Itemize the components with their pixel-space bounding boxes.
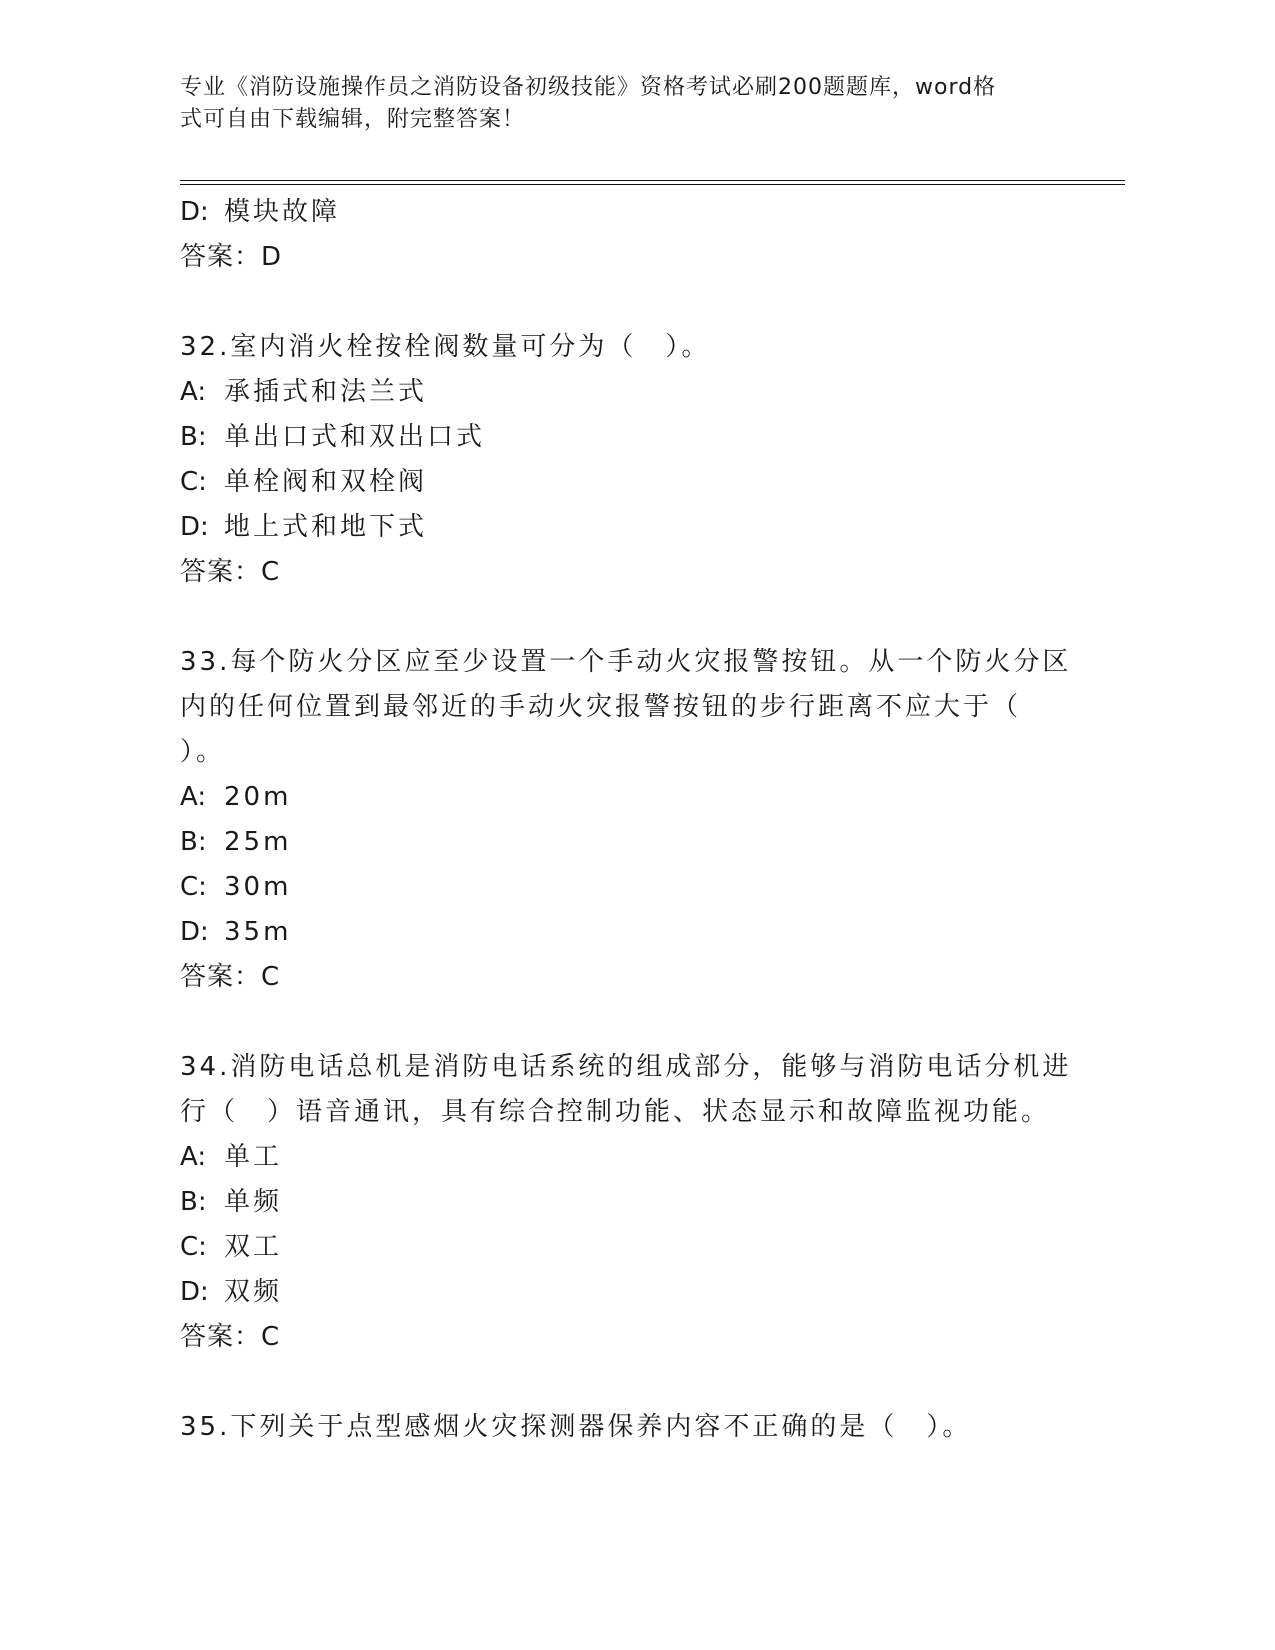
question-text-line-1: 33.每个防火分区应至少设置一个手动火灾报警按钮。从一个防火分区 — [180, 647, 1072, 677]
option-c — [180, 460, 1080, 505]
question-text-line-3: ）。 — [180, 737, 226, 767]
option-b — [180, 820, 1080, 865]
option-c — [180, 1225, 1080, 1270]
option-text: 单工 — [224, 1142, 283, 1172]
option-b — [180, 1180, 1080, 1225]
question-text-line-2: 行（ ）语音通讯，具有综合控制功能、状态显示和故障监视功能。 — [180, 1097, 1051, 1127]
answer-line: 答案：C — [180, 1322, 281, 1352]
option-letter: B: — [180, 827, 207, 857]
option-a — [180, 370, 1080, 415]
option-text: 地上式和地下式 — [224, 512, 428, 542]
option-letter: B: — [180, 1187, 207, 1217]
option-letter: D: — [180, 1277, 209, 1307]
header-divider-bottom — [180, 184, 1125, 185]
question-text-line-1: 34.消防电话总机是消防电话系统的组成部分，能够与消防电话分机进 — [180, 1052, 1072, 1082]
question-32 — [180, 325, 1080, 595]
option-text: 单频 — [224, 1187, 283, 1217]
option-letter: A: — [180, 377, 207, 407]
option-letter: D: — [180, 197, 209, 227]
question-text-line-2: 内的任何位置到最邻近的手动火灾报警按钮的步行距离不应大于（ — [180, 692, 1022, 722]
option-text: 25m — [224, 827, 292, 857]
answer-line: 答案：D — [180, 242, 283, 272]
option-d — [180, 1270, 1080, 1315]
option-text: 单栓阀和双栓阀 — [224, 467, 428, 497]
header-title-line-2: 式可自由下载编辑，附完整答案！ — [180, 107, 526, 132]
option-d — [180, 190, 1080, 235]
option-d — [180, 910, 1080, 955]
answer-line: 答案：C — [180, 962, 281, 992]
option-c — [180, 865, 1080, 910]
question-text: 32.室内消火栓按栓阀数量可分为（ ）。 — [180, 332, 711, 362]
option-text: 承插式和法兰式 — [224, 377, 428, 407]
question-text: 35.下列关于点型感烟火灾探测器保养内容不正确的是（ ）。 — [180, 1412, 972, 1442]
header-title-line-1: 专业《消防设施操作员之消防设备初级技能》资格考试必刷200题题库，word格 — [180, 75, 997, 100]
option-a — [180, 775, 1080, 820]
question-33 — [180, 640, 1080, 1000]
option-text: 双频 — [224, 1277, 283, 1307]
option-letter: C: — [180, 467, 207, 497]
option-text: 30m — [224, 872, 292, 902]
question-35 — [180, 1405, 1080, 1450]
document-header — [180, 72, 1060, 136]
question-list — [180, 190, 1080, 1450]
option-a — [180, 1135, 1080, 1180]
question-34 — [180, 1045, 1080, 1360]
header-divider-top — [180, 180, 1125, 181]
option-text: 单出口式和双出口式 — [224, 422, 486, 452]
option-text: 模块故障 — [224, 197, 341, 227]
option-letter: C: — [180, 872, 207, 902]
option-text: 双工 — [224, 1232, 283, 1262]
option-letter: B: — [180, 422, 207, 452]
answer-line: 答案：C — [180, 557, 281, 587]
option-letter: C: — [180, 1232, 207, 1262]
option-letter: A: — [180, 1142, 207, 1172]
option-d — [180, 505, 1080, 550]
option-b — [180, 415, 1080, 460]
option-text: 35m — [224, 917, 292, 947]
option-letter: D: — [180, 512, 209, 542]
option-text: 20m — [224, 782, 292, 812]
option-letter: A: — [180, 782, 207, 812]
option-letter: D: — [180, 917, 209, 947]
